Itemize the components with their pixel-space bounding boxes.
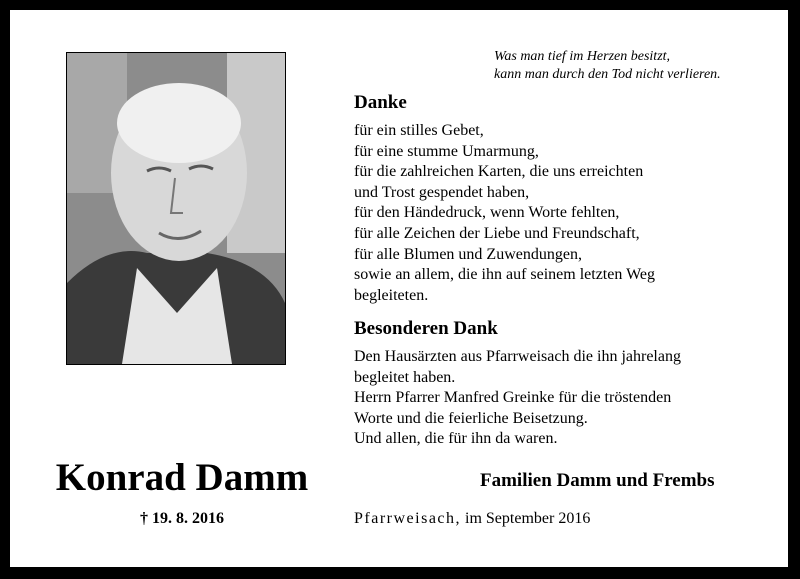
thanks-line: für alle Blumen und Zuwendungen, bbox=[354, 245, 582, 263]
special-thanks-line: Worte und die feierliche Beisetzung. bbox=[354, 409, 588, 427]
special-thanks-heading: Besonderen Dank bbox=[354, 318, 498, 339]
thanks-line: für eine stumme Umarmung, bbox=[354, 142, 539, 160]
signature-date: im September 2016 bbox=[465, 510, 591, 527]
thanks-heading: Danke bbox=[354, 92, 407, 113]
motto-quote bbox=[494, 48, 774, 84]
thanks-line: sowie an allem, die ihn auf seinem letzten Weg bbox=[354, 266, 655, 284]
portrait-photo bbox=[66, 52, 286, 365]
thanks-line: für den Händedruck, wenn Worte fehlten, bbox=[354, 204, 620, 222]
motto-line: Was man tief im Herzen besitzt, bbox=[494, 49, 671, 64]
thanks-line: für die zahlreichen Karten, die uns erreichten bbox=[354, 163, 644, 181]
obituary-card bbox=[10, 10, 788, 567]
place-name: Pfarrweisach, bbox=[354, 510, 462, 527]
families-signature: Familien Damm und Frembs bbox=[480, 470, 715, 491]
death-date: † 19. 8. 2016 bbox=[140, 510, 224, 527]
special-thanks-line: Den Hausärzten aus Pfarrweisach die ihn jahrelang bbox=[354, 348, 681, 365]
special-thanks-line: Und allen, die für ihn da waren. bbox=[354, 430, 558, 448]
motto-line: kann man durch den Tod nicht verlieren. bbox=[494, 67, 721, 82]
thanks-paragraph bbox=[354, 121, 655, 306]
special-thanks-line: begleitet haben. bbox=[354, 368, 456, 386]
deceased-name: Konrad Damm bbox=[55, 456, 309, 499]
place-date-line bbox=[354, 510, 590, 528]
thanks-line: für alle Zeichen der Liebe und Freundschaft, bbox=[354, 224, 640, 242]
thanks-line: begleiteten. bbox=[354, 286, 429, 304]
thanks-line: für ein stilles Gebet, bbox=[354, 122, 484, 139]
thanks-line: und Trost gespendet haben, bbox=[354, 183, 530, 201]
special-thanks-paragraph bbox=[354, 347, 681, 450]
special-thanks-line: Herrn Pfarrer Manfred Greinke für die tröstenden bbox=[354, 389, 672, 407]
